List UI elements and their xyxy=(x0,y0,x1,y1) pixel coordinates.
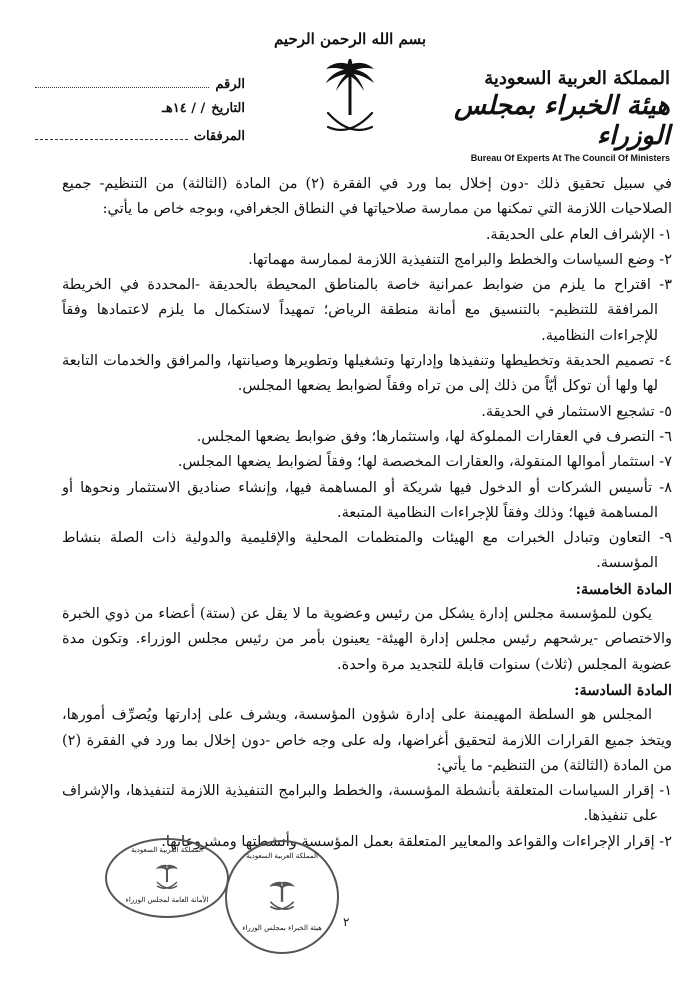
list-item: ١- الإشراف العام على الحديقة. xyxy=(485,226,672,243)
palm-emblem-icon xyxy=(155,862,179,892)
seal-bottom-text: الأمانة العامة لمجلس الوزراء xyxy=(125,896,209,904)
list-item: ٧- استثمار أموالها المنقولة، والعقارات المخصصة لها؛ وفقاً لضوابط يضعها المجلس. xyxy=(177,454,672,471)
attachments-line xyxy=(35,127,188,140)
basmala: بسم الله الرحمن الرحيم xyxy=(273,30,427,48)
list-item: ٥- تشجيع الاستثمار في الحديقة. xyxy=(481,403,672,420)
date-value: / / ١٤هـ xyxy=(162,101,206,116)
seal-bottom-text: هيئة الخبراء بمجلس الوزراء xyxy=(242,924,322,932)
official-seal-stamp xyxy=(105,838,229,918)
date-label: التاريخ xyxy=(211,101,245,116)
seal-top-text: المملكة العربية السعودية xyxy=(246,852,318,860)
bureau-name-english: Bureau Of Experts At The Council Of Ministers xyxy=(470,153,670,163)
list-item: ٤- تصميم الحديقة وتخطيطها وتنفيذها وإدارتها وتشغيلها وتطويرها وصيانتها، والمرافق والخدمات التابعة لها ولها أن توكل أيّاً من ذلك إلى من تراه وفقاً لضوابط يضعها المجلس. xyxy=(62,353,672,395)
page-number: ٢ xyxy=(343,915,350,929)
attachments-label: المرفقات xyxy=(193,129,245,144)
list-item: ٢- إقرار الإجراءات والقواعد والمعايير المتعلقة بعمل المؤسسة وأنشطتها ومشروعاتها. xyxy=(161,833,672,850)
attachments-row xyxy=(35,127,245,153)
letterhead-left xyxy=(35,75,245,153)
article-6-text: المجلس هو السلطة المهيمنة على إدارة شؤون المؤسسة، ويشرف على إدارتها ويُصرِّف أمورها، ويتخذ جميع القرارات اللازمة لتحقيق أغراضها، وله على وجه خاص -دون إخلال بما ورد في الفقرة (٢) من المادة (الثالثة) من التنظيم- ما يأتي: xyxy=(62,707,672,774)
article-6-heading: المادة السادسة: xyxy=(574,681,672,699)
list-item: ٢- وضع السياسات والخطط والبرامج التنفيذية اللازمة لممارسة مهماتها. xyxy=(248,251,672,268)
date-row xyxy=(35,101,245,127)
seal-top-text: المملكة العربية السعودية xyxy=(131,846,203,854)
bureau-seal-stamp xyxy=(225,840,339,954)
palm-emblem-icon xyxy=(268,878,296,914)
article-5-heading: المادة الخامسة: xyxy=(575,580,672,598)
list-item: ١- إقرار السياسات المتعلقة بأنشطة المؤسسة، والخطط والبرامج التنفيذية اللازمة لتنفيذها، والإشراف على تنفيذها. xyxy=(62,783,672,825)
reference-label: الرقم xyxy=(215,77,245,92)
kingdom-name: المملكة العربية السعودية xyxy=(484,68,670,89)
reference-line xyxy=(35,75,209,88)
intro-paragraph: في سبيل تحقيق ذلك -دون إخلال بما ورد في الفقرة (٢) من المادة (الثالثة) من التنظيم- جميع الصلاحيات اللازمة التي تمكنها من ممارسة صلاحياتها في النطاق الجغرافي، وبوجه خاص ما يأتي: xyxy=(62,176,672,218)
list-item: ٨- تأسيس الشركات أو الدخول فيها شريكة أو المساهمة فيها، وإنشاء صناديق الاستثمار ونحوها أو المساهمة فيها؛ وذلك وفقاً للإجراءات النظامية المتبعة. xyxy=(62,479,672,521)
article-5-text: يكون للمؤسسة مجلس إدارة يشكل من رئيس وعضوية ما لا يقل عن (ستة) أعضاء من ذوي الخبرة والاختصاص -يرشحهم رئيس مجلس إدارة الهيئة- يعينون بأمر من رئيس مجلس الوزراء. وتكون مدة عضوية المجلس (ثلاث) سنوات قابلة للتجديد مرة واحدة. xyxy=(62,606,672,673)
list-item: ٣- اقتراح ما يلزم من ضوابط عمرانية خاصة بالمناطق المحيطة بالحديقة -المحددة في الخريطة المرافقة للتنظيم- بالتنسيق مع أمانة منطقة الرياض؛ تمهيداً لاستكمال ما يلزم لاعتمادها وفقاً للإجراءات النظامية. xyxy=(62,277,672,344)
list-item: ٩- التعاون وتبادل الخبرات مع الهيئات والمنظمات المحلية والإقليمية والدولية ذات الصلة بنشاط المؤسسة. xyxy=(62,530,672,572)
reference-row xyxy=(35,75,245,101)
list-item: ٦- التصرف في العقارات المملوكة لها، واستثمارها؛ وفق ضوابط يضعها المجلس. xyxy=(196,428,672,445)
palm-swords-emblem-icon xyxy=(322,55,378,145)
letterhead-right xyxy=(430,68,670,163)
bureau-name-arabic: هيئة الخبراء بمجلس الوزراء xyxy=(454,91,670,151)
document-body xyxy=(62,172,672,855)
